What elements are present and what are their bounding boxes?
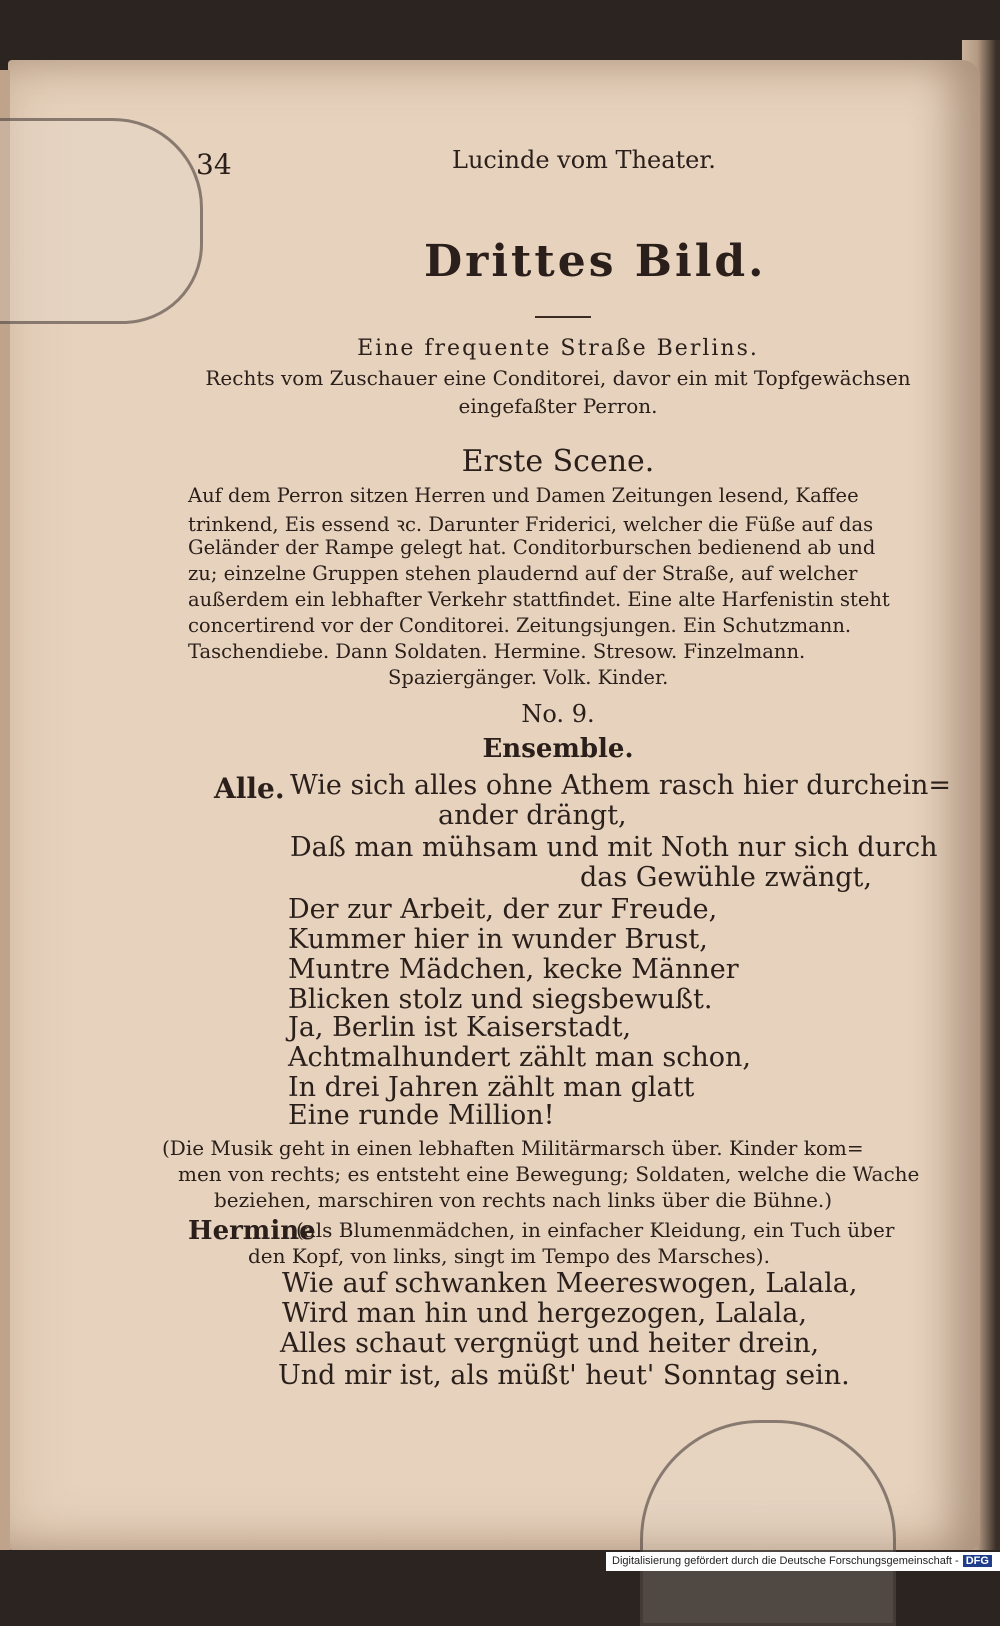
running-title: Lucinde vom Theater.: [452, 146, 716, 174]
song-line: Und mir ist, als müßt' heut' Sonntag sein.: [278, 1360, 850, 1391]
hermine-direction-line: (als Blumenmädchen, in einfacher Kleidung, ein Tuch über: [296, 1218, 895, 1242]
stage-direction-line: beziehen, marschiren von rechts nach links über die Bühne.): [214, 1188, 833, 1212]
title-rule: [535, 316, 591, 318]
verse-line: Eine runde Million!: [288, 1100, 555, 1131]
verse-line: das Gewühle zwängt,: [580, 862, 872, 893]
song-line: Wird man hin und hergezogen, Lalala,: [282, 1298, 807, 1329]
act-title: Drittes Bild.: [424, 236, 767, 287]
song-line: Alles schaut vergnügt und heiter drein,: [280, 1328, 820, 1359]
stage-direction-line: men von rechts; es entsteht eine Bewegung; Soldaten, welche die Wache: [178, 1162, 920, 1186]
setting-line-2: Rechts vom Zuschauer eine Conditorei, davor ein mit Topfgewächsen: [205, 366, 911, 390]
scene-description-line: concertirend vor der Conditorei. Zeitungsjungen. Ein Schutzmann.: [188, 614, 852, 637]
scene-description-line: Geländer der Rampe gelegt hat. Conditorburschen bedienend ab und: [188, 536, 876, 559]
magnifier-glass-top: [0, 118, 203, 324]
verse-line: In drei Jahren zählt man glatt: [288, 1072, 695, 1103]
verse-line: Daß man mühsam und mit Noth nur sich durch: [290, 832, 938, 863]
page-number: 34: [196, 148, 232, 181]
setting-line-1: Eine frequente Straße Berlins.: [357, 336, 759, 361]
verse-line: Muntre Mädchen, kecke Männer: [288, 954, 739, 985]
verse-line: Der zur Arbeit, der zur Freude,: [288, 894, 718, 925]
verse-line: Kummer hier in wunder Brust,: [288, 924, 708, 955]
verse-line: Ja, Berlin ist Kaiserstadt,: [288, 1012, 632, 1043]
scene-description-line: zu; einzelne Gruppen stehen plaudernd auf der Straße, auf welcher: [188, 562, 858, 585]
scene-description-line: Auf dem Perron sitzen Herren und Damen Zeitungen lesend, Kaffee: [188, 484, 859, 507]
speaker-hermine: Hermine: [188, 1216, 316, 1246]
scene-description-line: Spaziergänger. Volk. Kinder.: [388, 666, 669, 689]
scene-title: Erste Scene.: [461, 444, 655, 479]
verse-line: ander drängt,: [438, 800, 627, 831]
stage-direction-line: (Die Musik geht in einen lebhaften Militärmarsch über. Kinder kom=: [162, 1136, 864, 1160]
footer-text: Digitalisierung gefördert durch die Deutsche Forschungsgemeinschaft -: [612, 1555, 959, 1567]
verse-line: Blicken stolz und siegsbewußt.: [288, 984, 713, 1015]
scene-description-line: trinkend, Eis essend ꝛc. Darunter Friderici, welcher die Füße auf das: [188, 513, 874, 536]
hermine-direction-line: den Kopf, von links, singt im Tempo des Marsches).: [248, 1244, 770, 1268]
song-line: Wie auf schwanken Meereswogen, Lalala,: [282, 1268, 858, 1299]
ensemble-heading: Ensemble.: [482, 734, 634, 764]
number-heading: No. 9.: [521, 700, 595, 728]
scene-description-line: außerdem ein lebhafter Verkehr stattfindet. Eine alte Harfenistin steht: [188, 588, 890, 611]
verse-line: Wie sich alles ohne Athem rasch hier durchein=: [290, 770, 952, 801]
speaker-alle: Alle.: [214, 772, 285, 805]
dfg-logo: DFG: [963, 1555, 992, 1567]
digitization-footer: [606, 1552, 1000, 1571]
verse-line: Achtmalhundert zählt man schon,: [288, 1042, 752, 1073]
scene-description-line: Taschendiebe. Dann Soldaten. Hermine. Stresow. Finzelmann.: [188, 640, 806, 663]
setting-line-3: eingefaßter Perron.: [458, 394, 658, 418]
